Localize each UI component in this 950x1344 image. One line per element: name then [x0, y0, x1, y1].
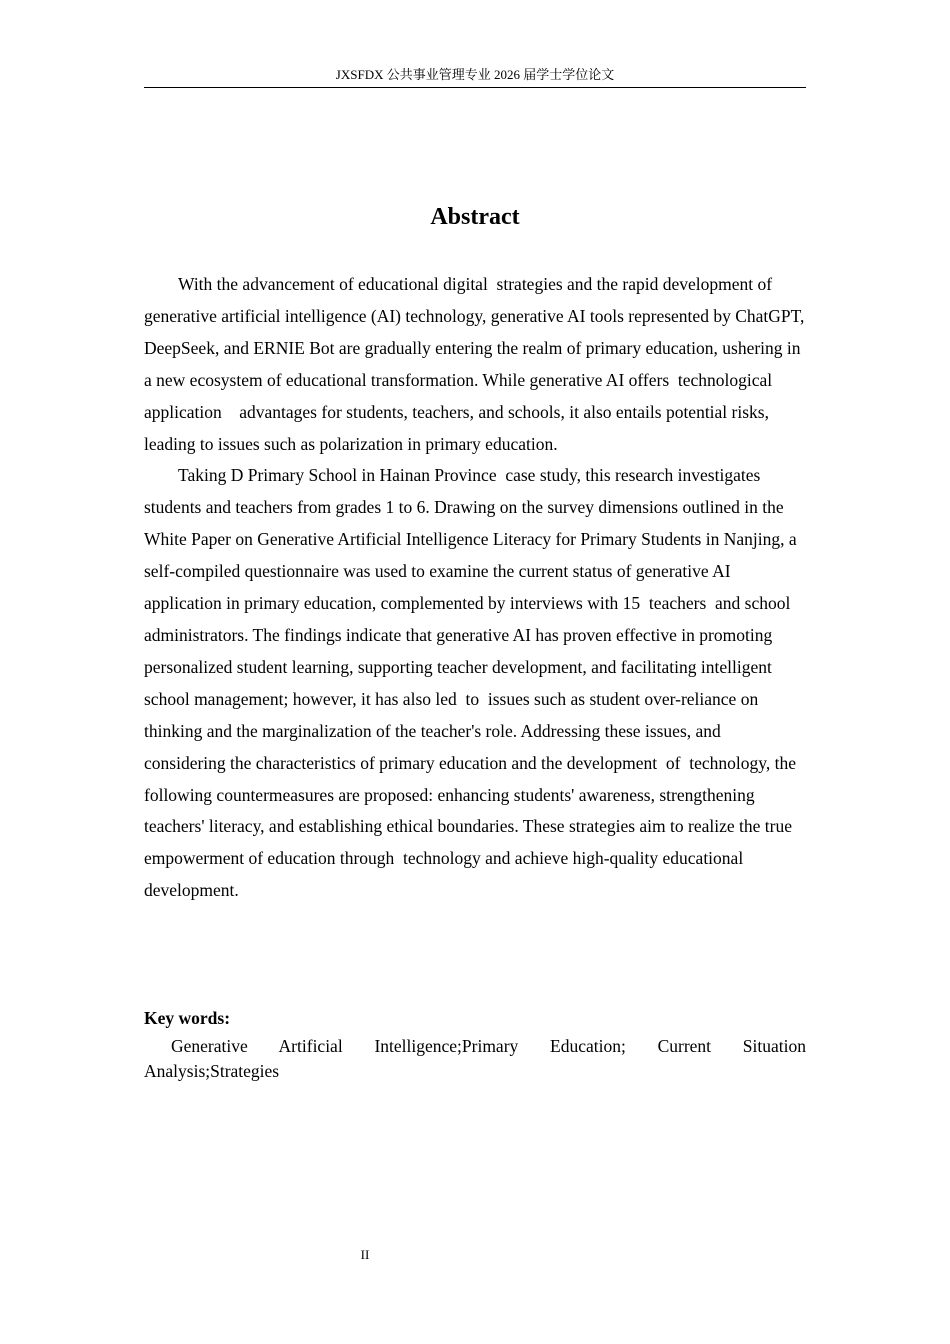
abstract-body [144, 269, 809, 907]
page-title: Abstract [430, 204, 520, 230]
running-header: JXSFDX 公共事业管理专业 2026 届学士学位论文 [335, 67, 615, 82]
page-number: II [360, 1247, 370, 1262]
keywords-heading: Key words: [144, 1008, 231, 1028]
keywords-list: Generative Artificial Intelligence;Primary Education; Current Situation Analysis;Strategies [144, 1036, 806, 1081]
abstract-paragraph-1: With the advancement of educational digital strategies and the rapid development of generative artificial intelligence (AI) technology, generative AI tools represented by ChatGPT, DeepSeek, and ERNIE Bot are gradually entering the realm of primary education, ushering in a new ecosystem of educational transformation. While generative AI offers technological application advantages for students, teachers, and schools, it also entails potential risks, leading to issues such as polarization in primary education. [144, 274, 809, 454]
header-rule [144, 87, 806, 88]
abstract-paragraph-2: Taking D Primary School in Hainan Province case study, this research investigates students and teachers from grades 1 to 6. Drawing on the survey dimensions outlined in the White Paper on Generative Artificial Intelligence Literacy for Primary Students in Nanjing, a self-compiled questionnaire was used to examine the current status of generative AI application in primary education, complemented by interviews with 15 teachers and school administrators. The findings indicate that generative AI has proven effective in promoting personalized student learning, supporting teacher development, and facilitating intelligent school management; however, it has also led to issues such as student over-reliance on thinking and the marginalization of the teacher's role. Addressing these issues, and considering the characteristics of primary education and the development of technology, the following countermeasures are proposed: enhancing students' awareness, strengthening teachers' literacy, and establishing ethical boundaries. These strategies aim to realize the true empowerment of education through technology and achieve high-quality educational development. [144, 465, 802, 901]
